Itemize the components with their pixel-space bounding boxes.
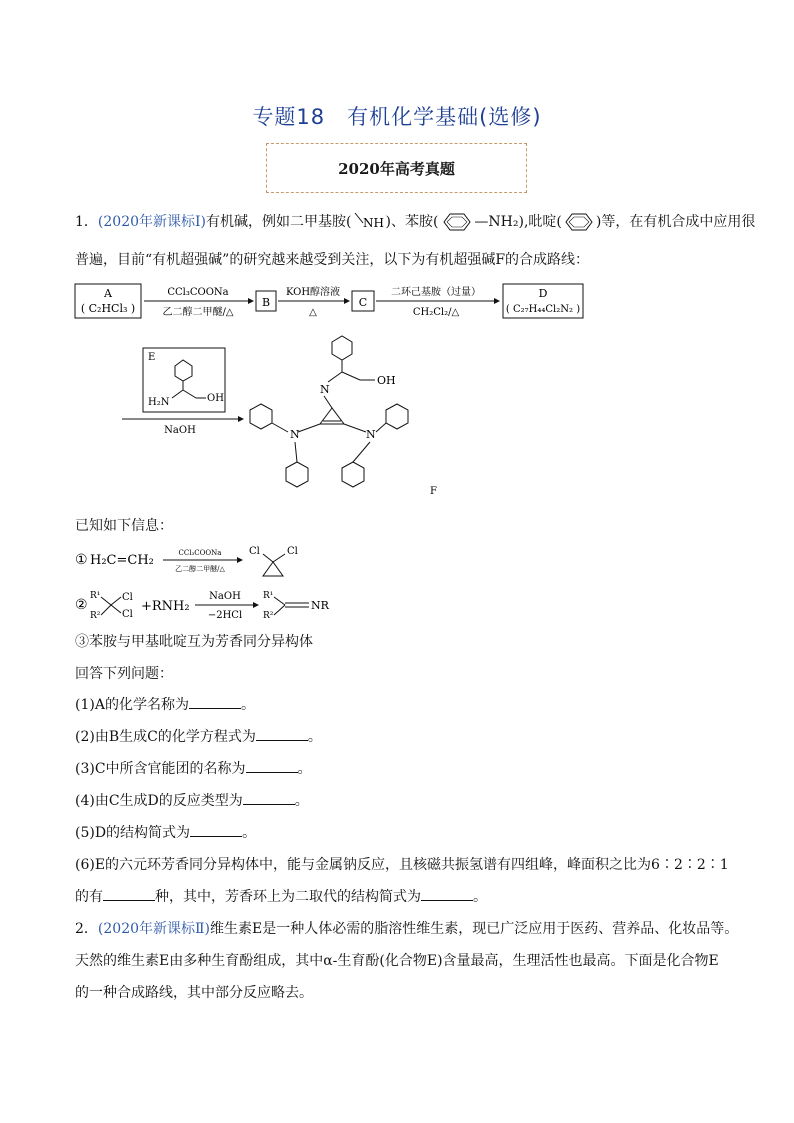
q2-number: 2．	[75, 921, 98, 937]
known-info-1	[75, 542, 335, 582]
q1-text-b: )、苯胺(	[385, 214, 439, 230]
step3-reagent: 二环己基胺（过量）	[391, 287, 481, 298]
q1-sub6-line2: 的有 种，其中，芳香环上为二取代的结构简式为 。	[75, 889, 487, 905]
e-benzene-ring	[175, 360, 192, 381]
info1-cyclopropane	[263, 562, 283, 576]
step2-reagent: KOH醇溶液	[285, 287, 341, 298]
f-phenyl-ring	[332, 336, 352, 360]
compound-a-formula: ( C₂HCl₃ )	[80, 302, 136, 315]
q1-line2: 普遍，目前“有机超强碱”的研究越来越受到关注，以下为有机超强碱F的合成路线：	[75, 252, 590, 268]
q1-sub1: (1)A的化学名称为 。	[75, 697, 255, 713]
info1-reagent: CCl₃COONa	[178, 549, 222, 557]
dimethylamine-structure	[351, 211, 385, 233]
info2-product-r2: R²	[263, 611, 274, 621]
f-amine-n2: N	[366, 428, 376, 441]
section-box: 2020年高考真题	[266, 143, 527, 193]
known-info-2	[75, 585, 355, 625]
known-info-3: ③苯胺与甲基吡啶互为芳香同分异构体	[75, 634, 313, 650]
step4-condition: NaOH	[164, 425, 196, 436]
info2-product-nr: NR	[311, 599, 329, 612]
q1-text-c: ),吡啶(	[518, 214, 562, 230]
nh-label: NH	[363, 216, 385, 230]
info1-reactant: H₂C=CH₂	[90, 553, 154, 568]
info1-condition: 乙二醇二甲醚/△	[175, 565, 225, 573]
q2-source: (2020年新课标Ⅱ)	[97, 921, 210, 937]
info2-cl2: Cl	[122, 609, 133, 620]
f-cyclohexyl-3	[386, 404, 408, 429]
q2-line2: 天然的维生素E由多种生育酚组成，其中α-生育酚(化合物E)含量最高，生理活性也最高。下面是化合物E	[75, 953, 719, 969]
q2-line1	[75, 919, 739, 939]
q1-text-a: 有机碱，例如二甲基胺(	[206, 214, 352, 230]
q1-source: (2020年新课标Ⅰ)	[97, 214, 207, 230]
compound-b-label: B	[261, 296, 271, 309]
step2-condition: △	[309, 307, 317, 318]
answer-blank-6a[interactable]	[103, 887, 155, 901]
info2-r2: R²	[90, 611, 101, 621]
step3-condition: CH₂Cl₂/△	[412, 307, 460, 318]
q1-sub4: (4)由C生成D的反应类型为 。	[75, 793, 309, 809]
info2-product-r1: R¹	[263, 591, 274, 601]
answer-blank-4[interactable]	[243, 791, 295, 805]
info2-number: ②	[75, 597, 88, 613]
answer-blank-2[interactable]	[256, 727, 308, 741]
answer-prompt: 回答下列问题：	[75, 666, 173, 682]
q1-line1	[75, 211, 756, 233]
q1-sub2: (2)由B生成C的化学方程式为 。	[75, 729, 322, 745]
info1-number: ①	[75, 552, 88, 568]
answer-blank-6b[interactable]	[421, 887, 473, 901]
aniline-nh2: —NH₂	[474, 214, 519, 230]
q2-line3: 的一种合成路线，其中部分反应略去。	[75, 985, 313, 1001]
q1-number: 1．	[75, 214, 98, 230]
known-info-heading: 已知如下信息：	[75, 518, 173, 534]
step1-condition: 乙二醇二甲醚/△	[162, 307, 234, 318]
f-oh-label: OH	[377, 374, 396, 387]
info2-amine: +RNH₂	[141, 599, 190, 614]
f-amine-n1: N	[290, 428, 300, 441]
benzene-ring-icon	[438, 211, 474, 233]
compound-e-label: E	[148, 352, 156, 363]
f-cyclohexyl-2	[286, 462, 308, 487]
q1-text-d: )等，在有机合成中应用很	[595, 214, 756, 230]
info2-reagent: NaOH	[209, 591, 241, 602]
pyridine-ring-icon	[562, 211, 596, 233]
info1-cl2: Cl	[287, 546, 298, 557]
f-cyclohexyl-4	[342, 462, 364, 487]
compound-d-label: D	[538, 287, 548, 300]
answer-blank-3[interactable]	[246, 759, 298, 773]
synthesis-scheme	[70, 280, 590, 500]
info2-r1: R¹	[90, 591, 101, 601]
answer-blank-5[interactable]	[190, 823, 242, 837]
info2-byproduct: −2HCl	[207, 610, 243, 621]
compound-a-label: A	[104, 287, 112, 300]
q1-sub6-line1: (6)E的六元环芳香同分异构体中，能与金属钠反应，且核磁共振氢谱有四组峰，峰面积之比为6∶2∶2∶1	[75, 857, 729, 873]
e-oh-label: OH	[207, 393, 224, 404]
q2-text-1: 维生素E是一种人体必需的脂溶性维生素，现已广泛应用于医药、营养品、化妆品等。	[210, 921, 739, 937]
answer-blank-1[interactable]	[189, 695, 241, 709]
e-h2n-label: H₂N	[148, 397, 170, 408]
q1-sub3: (3)C中所含官能团的名称为 。	[75, 761, 312, 777]
page-title: 专题18 有机化学基础(选修)	[252, 105, 542, 129]
f-imine-n: N	[320, 383, 330, 396]
step1-reagent: CCl₃COONa	[167, 287, 229, 298]
compound-d-formula: ( C₂₇H₄₄Cl₂N₂ )	[505, 304, 581, 315]
compound-f-structure	[250, 336, 408, 487]
f-cyclopropene	[320, 408, 344, 424]
compound-f-label: F	[430, 486, 437, 497]
q1-sub5: (5)D的结构简式为 。	[75, 825, 257, 841]
info2-cl1: Cl	[122, 592, 133, 603]
f-cyclohexyl-1	[250, 404, 272, 429]
info1-cl1: Cl	[249, 546, 260, 557]
compound-c-label: C	[358, 296, 368, 309]
